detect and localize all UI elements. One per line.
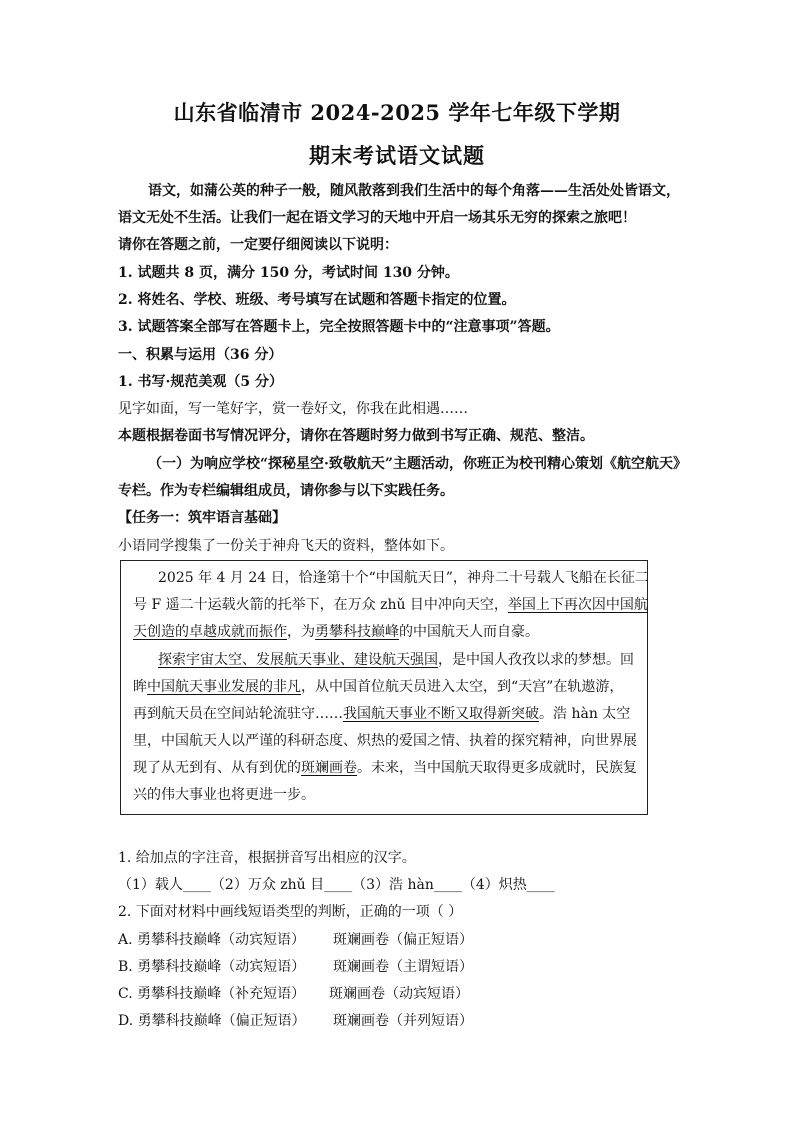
question-1-2: 2. 下面对材料中画线短语类型的判断，正确的一项（ ） <box>118 904 463 920</box>
exam-title-line2: 期末考试语文试题 <box>309 143 485 168</box>
question-1-1: 1. 给加点的字注音，根据拼音写出相应的汉字。 <box>118 850 416 866</box>
task1-heading: 【任务一：筑牢语言基础】 <box>118 510 286 526</box>
option-a: A. 勇攀科技巅峰（动宾短语） <box>118 932 306 948</box>
option-b-second: 斑斓画卷（主谓短语） <box>333 959 473 975</box>
option-c: C. 勇攀科技巅峰（补充短语） <box>118 986 306 1002</box>
part1-line-2: 专栏。作为专栏编辑组成员，请你参与以下实践任务。 <box>118 483 454 499</box>
part1-line-1: （一）为响应学校“探秘星空·致敬航天”主题活动，你班正为校刊精心策划《航空航天》 <box>148 456 687 472</box>
passage-p2-line-6: 兴的伟大事业也将更进一步。 <box>133 787 315 803</box>
passage-p2-line-4: 里，中国航天人以严谨的科研态度、炽热的爱国之情、执着的探究精神，向世界展 <box>133 733 637 749</box>
passage-p2-line-2: 眸中国航天事业发展的非凡，从中国首位航天员进入太空，到“天宫”在轨遨游， <box>133 679 624 695</box>
question-1-title: 1. 书写·规范美观（5 分） <box>118 374 283 390</box>
section-heading: 一、积累与运用（36 分） <box>118 347 283 363</box>
passage-p2-line-3: 再到航天员在空间站轮流驻守……我国航天事业不断又取得新突破。浩 hàn 太空 <box>133 706 631 722</box>
question-1-1-blanks: （1）载人____（2）万众 zhǔ 目____（3）浩 hàn____（4）炽热____ <box>118 877 555 893</box>
question-1-line-2: 本题根据卷面书写情况评分，请你在答题时努力做到书写正确、规范、整洁。 <box>118 428 594 444</box>
passage-box <box>120 560 648 815</box>
option-d-second: 斑斓画卷（并列短语） <box>333 1013 473 1029</box>
intro-line-2: 语文无处不生活。让我们一起在语文学习的天地中开启一场其乐无穷的探索之旅吧！ <box>118 210 636 226</box>
exam-title-line1: 山东省临清市 2024-2025 学年七年级下学期 <box>173 100 621 125</box>
notice-2: 2. 将姓名、学校、班级、考号填写在试题和答题卡指定的位置。 <box>118 292 516 308</box>
notice-lead: 请你在答题之前，一定要仔细阅读以下说明： <box>118 237 398 253</box>
intro-line-1: 语文，如蒲公英的种子一般，随风散落到我们生活中的每个角落——生活处处皆语文， <box>148 183 680 199</box>
task1-description: 小语同学搜集了一份关于神舟飞天的资料，整体如下。 <box>118 538 454 554</box>
option-a-second: 斑斓画卷（偏正短语） <box>333 932 473 948</box>
passage-p1-line-1: 2025 年 4 月 24 日，恰逢第十个“中国航天日”，神舟二十号载人飞船在长征二 <box>158 570 649 586</box>
option-d: D. 勇攀科技巅峰（偏正短语） <box>118 1013 306 1029</box>
option-c-second: 斑斓画卷（动宾短语） <box>329 986 469 1002</box>
question-1-line-1: 见字如面，写一笔好字，赏一卷好文，你我在此相遇…… <box>118 401 468 417</box>
passage-p1-line-2: 号 F 遥二十运载火箭的托举下，在万众 zhǔ 目中冲向天空，举国上下再次因中国航 <box>133 597 648 613</box>
passage-p2-line-1: 探索宇宙太空、发展航天事业、建设航天强国，是中国人孜孜以求的梦想。回 <box>158 652 634 668</box>
passage-p2-line-5: 现了从无到有、从有到优的斑斓画卷。未来，当中国航天取得更多成就时，民族复 <box>133 760 637 776</box>
option-b: B. 勇攀科技巅峰（动宾短语） <box>118 959 306 975</box>
passage-p1-line-3: 天创造的卓越成就而振作，为勇攀科技巅峰的中国航天人而自豪。 <box>133 624 539 640</box>
notice-3: 3. 试题答案全部写在答题卡上，完全按照答题卡中的“注意事项”答题。 <box>118 319 560 335</box>
notice-1: 1. 试题共 8 页，满分 150 分，考试时间 130 分钟。 <box>118 265 459 281</box>
